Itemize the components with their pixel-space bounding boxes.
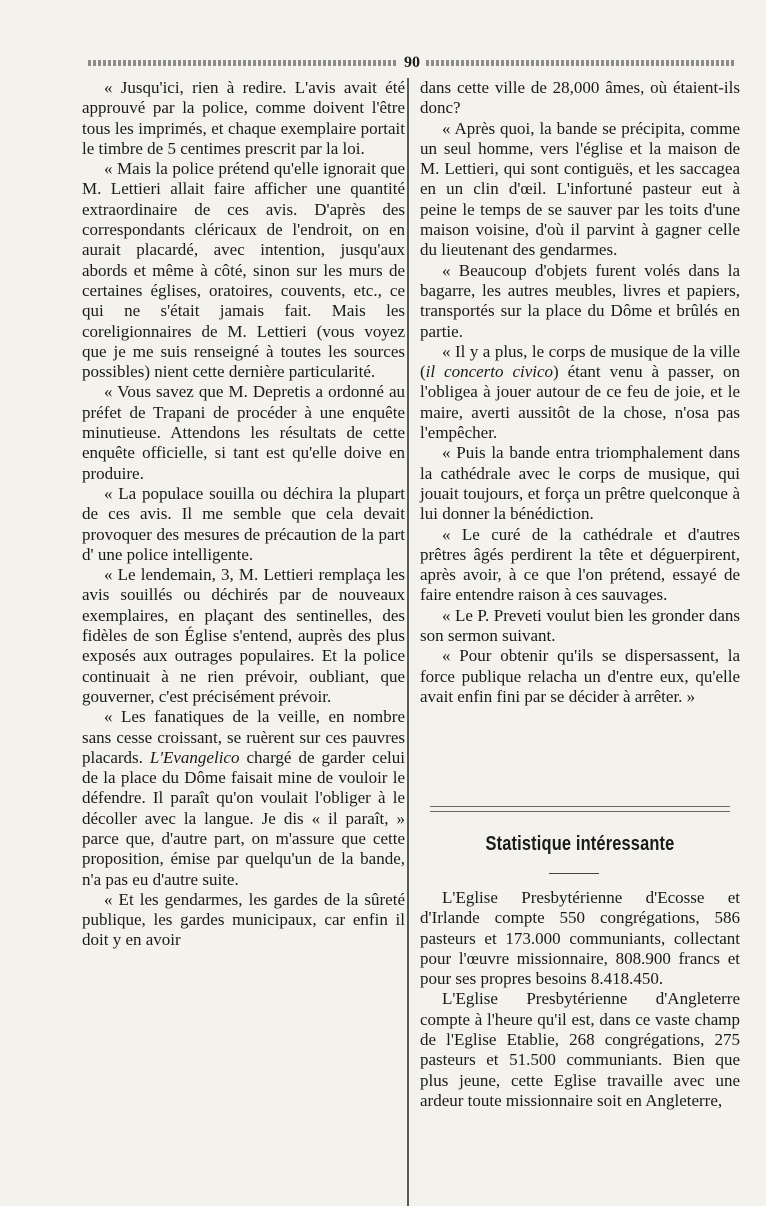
paragraph: « Puis la bande entra triomphalement dans la cathédrale avec le corps de musique, qui jouait toujours, et força un prêtre quelconque à lui donner la bénédiction. xyxy=(420,443,740,524)
paragraph xyxy=(82,707,405,890)
paragraph: « Et les gendarmes, les gardes de la sûreté publique, les gardes municipaux, car enfin il doit y en avoir xyxy=(82,889,405,950)
paragraph: L'Eglise Presbytérienne d'Angleterre compte à l'heure qu'il est, dans ce vaste champ de l'Eglise Etablie, 268 congrégations, 275 pasteurs et 51.500 communiants. Bien que plus jeune, cette Eglise travaille avec une ardeur toute missionnaire soit en Angleterre, xyxy=(420,989,740,1110)
paragraph: « Le lendemain, 3, M. Lettieri remplaça les avis souillés ou déchirés par de nouveaux exemplaires, en plaçant des sentinelles, des fidèles de son Église s'entend, auprès des plus exposés aux outrages populaires. Et la police continuait à ne rien prévoir, oubliant, que gouverner, c'est précisément prévoir. xyxy=(82,565,405,706)
paragraph: « Beaucoup d'objets furent volés dans la bagarre, les autres meubles, livres et papiers, transportés sur la place du Dôme et brûlés en partie. xyxy=(420,260,740,341)
stats-column xyxy=(420,888,740,1111)
italic-phrase: il concerto civico xyxy=(425,362,554,382)
left-column xyxy=(82,78,405,951)
text-span: chargé de garder celui de la place du Dôme faisait mine de vouloir le défendre. Il paraît qu'on voulait l'obliger à le décoller avec la langue. Je dis « il paraît, » parce que, d'autre part, on m'assure que cette proposition, émise par quelqu'un de la bande, n'a pas eu d'autre suite. xyxy=(82,747,405,889)
paragraph: « Vous savez que M. Depretis a ordonné au préfet de Trapani de procéder à une enquête minutieuse. Attendons les résultats de cette enquête officielle, si tant est qu'elle doive en produire. xyxy=(82,382,405,483)
header-rule-left xyxy=(88,60,398,66)
paragraph xyxy=(420,342,740,443)
column-divider xyxy=(407,78,409,1206)
paragraph: « Pour obtenir qu'ils se dispersassent, la force publique relacha un d'entre eux, qu'elle avait enfin fini par se décider à arrêter. » xyxy=(420,646,740,706)
text-span: « Il y a plus, le corps de musique de la ville ( xyxy=(420,341,740,382)
text-span: ) étant venu à passer, on l'obligea à jouer autour de ce feu de joie, et le maire, averti aussitôt de la chose, n'osa pas l'empêcher. xyxy=(420,362,740,443)
section-separator xyxy=(430,806,730,812)
section-title: Statistique intéressante xyxy=(485,833,675,855)
paragraph: « La populace souilla ou déchira la plupart de ces avis. Il me semble que cela devait provoquer des mesures de précaution de la part d' une police intelligente. xyxy=(82,483,405,564)
paragraph: « Mais la police prétend qu'elle ignorait que M. Lettieri allait faire afficher une quantité extraordinaire de ces avis. D'après des correspondants cléricaux de l'endroit, on en aurait placardé, avec intention, jusqu'aux abords et même à côté, sinon sur les murs de certaines églises, oratoires, couvents, etc., ce qui ne s'était jamais fait. Mais les coreligionnaires de M. Lettieri (vous voyez que je me suis renseigné à toutes les sources possibles) nient cette dernière particularité. xyxy=(82,159,405,382)
paragraph: L'Eglise Presbytérienne d'Ecosse et d'Irlande compte 550 congrégations, 586 pasteurs et 173.000 communiants, collectant pour l'œuvre missionnaire, 808.900 francs et pour ses propres besoins 8.418.450. xyxy=(420,888,740,989)
page-header xyxy=(88,52,736,74)
paragraph-continued: dans cette ville de 28,000 âmes, où étaient-ils donc? xyxy=(420,78,740,118)
right-column xyxy=(420,78,740,707)
title-underline-rule xyxy=(549,873,599,874)
page-number: 90 xyxy=(404,54,420,71)
header-rule-right xyxy=(426,60,736,66)
italic-title: L'Evangelico xyxy=(149,747,240,767)
paragraph: « Le curé de la cathédrale et d'autres prêtres âgés perdirent la tête et déguerpirent, après avoir, à ce que l'on prétend, essayé de faire entendre raison à ces sauvages. xyxy=(420,524,740,605)
text-span: « Les fanatiques de la veille, en nombre sans cesse croissant, se ruèrent sur ces pauvres placards. xyxy=(82,707,405,767)
paragraph: « Le P. Preveti voulut bien les gronder dans son sermon suivant. xyxy=(420,605,740,646)
paragraph: « Après quoi, la bande se précipita, comme un seul homme, vers l'église et la maison de M. Lettieri, qui sont contiguës, et les saccagea en un clin d'œil. L'infortuné pasteur eut à peine le temps de se sauver par les toits d'une maison voisine, d'où il parvint à gagner celle du lieutenant des gendarmes. xyxy=(420,118,740,260)
paragraph: « Jusqu'ici, rien à redire. L'avis avait été approuvé par la police, comme doivent l'être tous les imprimés, et chaque exemplaire portait le timbre de 5 centimes prescrit par la loi. xyxy=(82,78,405,158)
